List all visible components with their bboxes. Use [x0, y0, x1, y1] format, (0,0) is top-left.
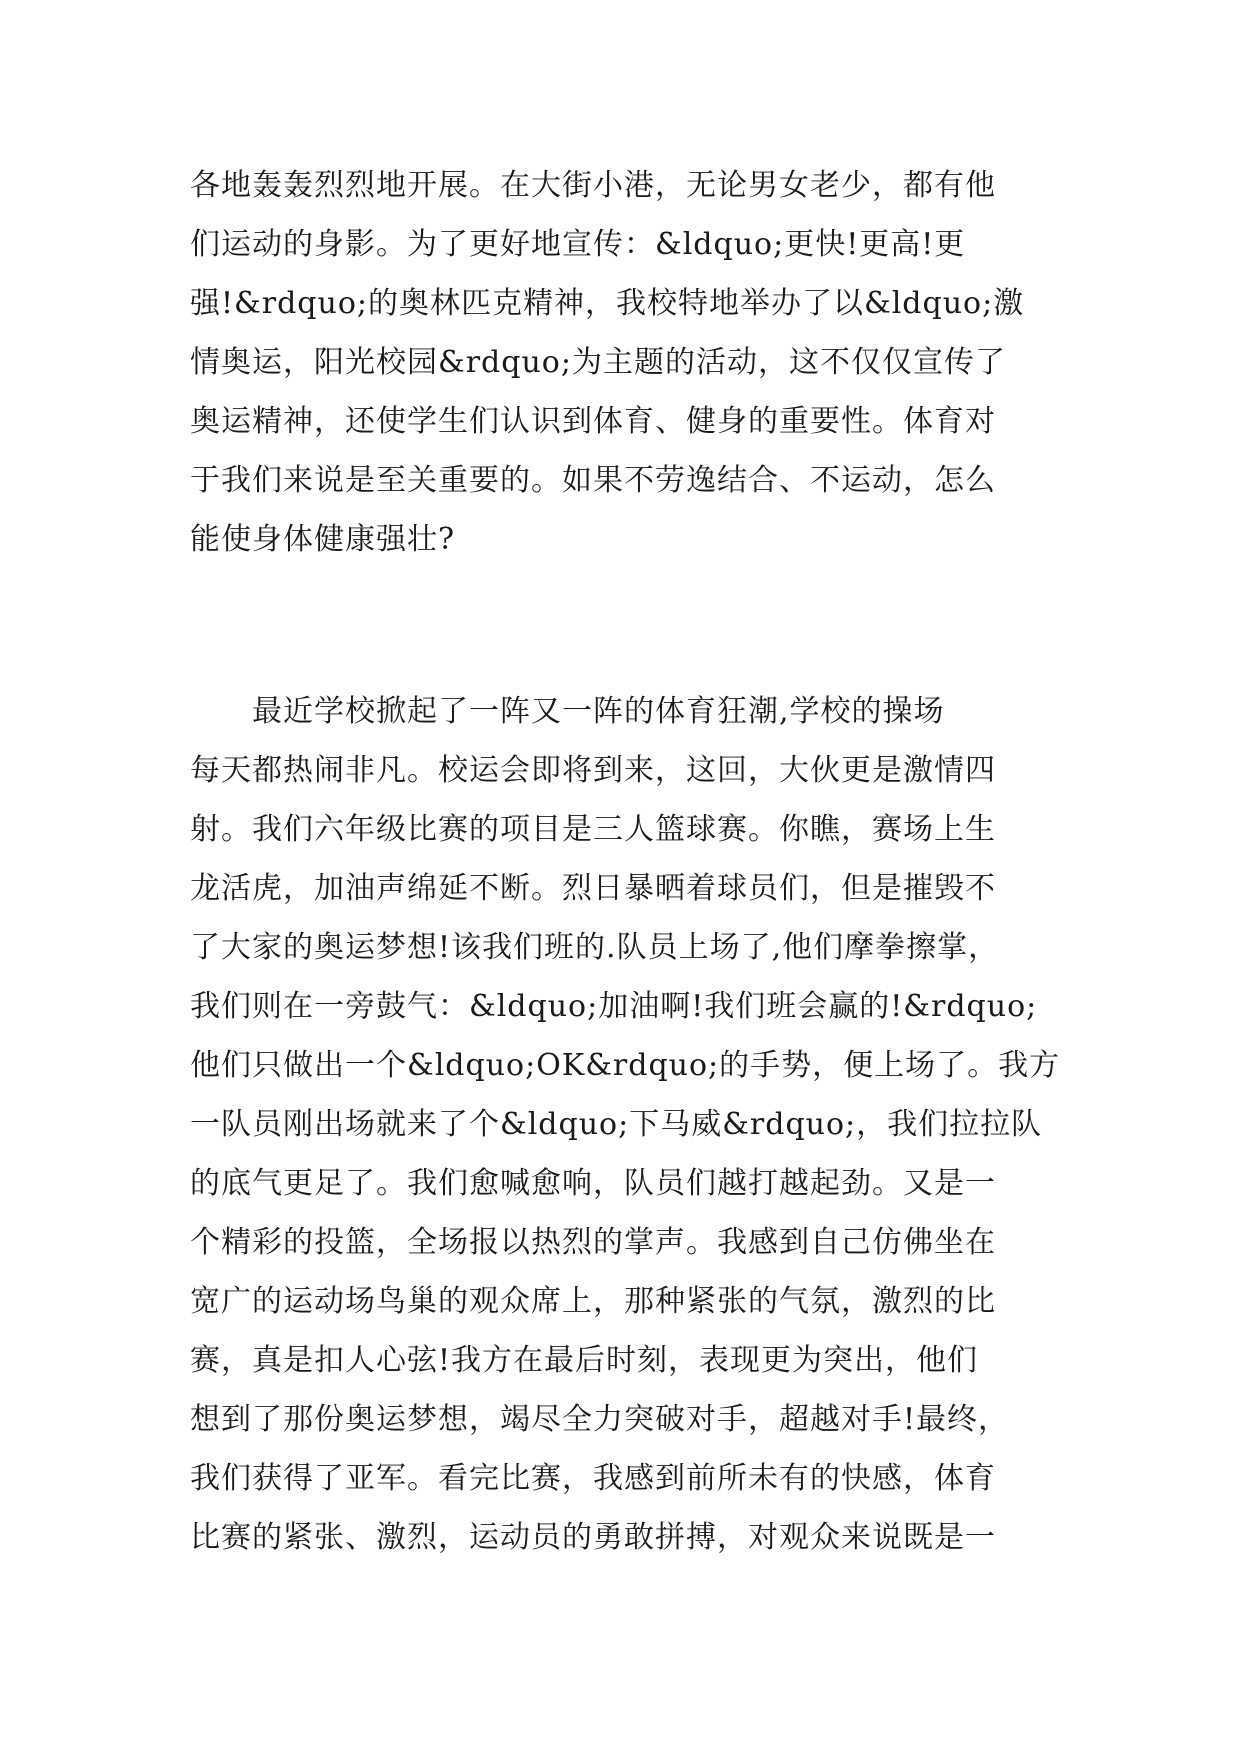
paragraph-line: 能使身体健康强壮? [190, 522, 456, 557]
paragraph-line: 比赛的紧张、激烈，运动员的勇敢拼搏，对观众来说既是一 [190, 1520, 996, 1555]
paragraph-line: 赛，真是扣人心弦!我方在最后时刻，表现更为突出，他们 [190, 1343, 979, 1378]
paragraph-line: 他们只做出一个&ldquo;OK&rdquo;的手势，便上场了。我方 [190, 1048, 1061, 1083]
paragraph-line: 们运动的身影。为了更好地宣传：&ldquo;更快!更高!更 [190, 227, 966, 262]
paragraph-line: 各地轰轰烈烈地开展。在大街小港，无论男女老少，都有他 [190, 168, 996, 203]
paragraph-line: 最近学校掀起了一阵又一阵的体育狂潮,学校的操场 [190, 694, 945, 729]
paragraph-line: 我们则在一旁鼓气：&ldquo;加油啊!我们班会赢的!&rdquo; [190, 989, 1038, 1024]
paragraph-line: 了大家的奥运梦想!该我们班的.队员上场了,他们摩拳擦掌， [190, 930, 1000, 965]
paragraph-line: 于我们来说是至关重要的。如果不劳逸结合、不运动，怎么 [190, 463, 996, 498]
paragraph-line: 个精彩的投篮，全场报以热烈的掌声。我感到自己仿佛坐在 [190, 1225, 996, 1260]
paragraph-line: 情奥运，阳光校园&rdquo;为主题的活动，这不仅仅宣传了 [190, 345, 1006, 380]
paragraph-line: 强!&rdquo;的奥林匹克精神，我校特地举办了以&ldquo;激 [190, 286, 1025, 321]
paragraph-line: 的底气更足了。我们愈喊愈响，队员们越打越起劲。又是一 [190, 1166, 996, 1201]
paragraph-1 [190, 156, 1070, 569]
paragraph-line: 宽广的运动场鸟巢的观众席上，那种紧张的气氛，激烈的比 [190, 1284, 996, 1319]
paragraph-line: 想到了那份奥运梦想，竭尽全力突破对手，超越对手!最终， [190, 1402, 1010, 1437]
paragraph-line: 奥运精神，还使学生们认识到体育、健身的重要性。体育对 [190, 404, 996, 439]
paragraph-line: 我们获得了亚军。看完比赛，我感到前所未有的快感，体育 [190, 1461, 996, 1496]
paragraph-line: 一队员刚出场就来了个&ldquo;下马威&rdquo;，我们拉拉队 [190, 1107, 1043, 1142]
paragraph-line: 射。我们六年级比赛的项目是三人篮球赛。你瞧，赛场上生 [190, 812, 996, 847]
paragraph-2 [190, 682, 1070, 1567]
paragraph-line: 龙活虎，加油声绵延不断。烈日暴晒着球员们，但是摧毁不 [190, 871, 996, 906]
paragraph-line: 每天都热闹非凡。校运会即将到来，这回，大伙更是激情四 [190, 753, 996, 788]
